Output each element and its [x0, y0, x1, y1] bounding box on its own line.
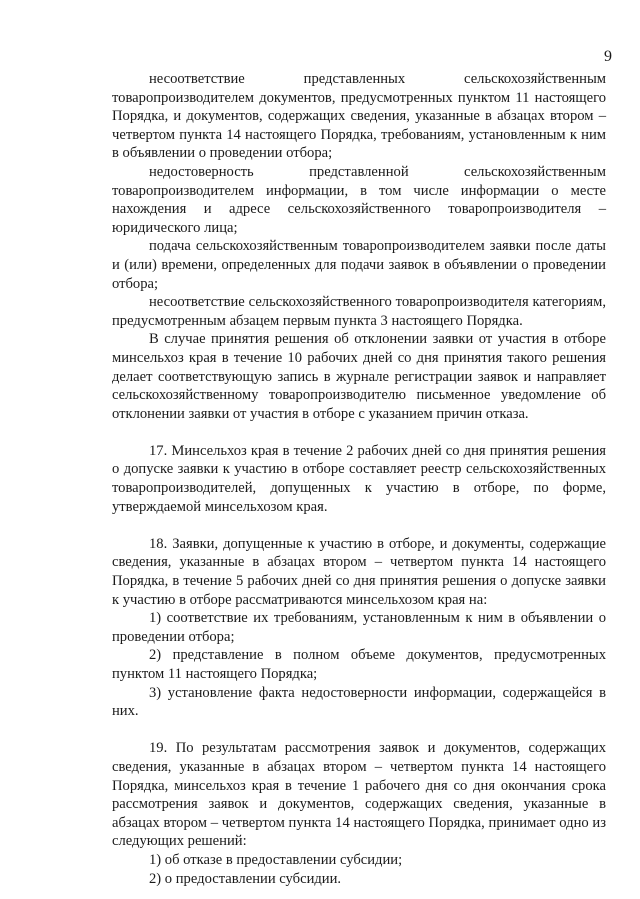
paragraph-clause-19-item-2: 2) о предоставлении субсидии.: [149, 870, 342, 887]
paragraph-clause-19-item-1: 1) об отказе в предоставлении субсидии;: [149, 851, 403, 868]
paragraph-clause-18: 18. Заявки, допущенные к участию в отборе, и документы, содержащие сведения, указанные в абзацах втором – четвертом пункта 14 настоящего Порядка, в течение 5 рабочих дней со дня принятия решения о допуске заявки к участию в отборе рассматриваются минсельхозом края на:: [112, 535, 606, 608]
paragraph-rejection-notice: В случае принятия решения об отклонении заявки от участия в отборе минсельхоз края в течение 10 рабочих дней со дня принятия такого решения делает соответствующую запись в журнале регистрации заявок и направляет сельскохозяйственному товаропроизводителю письменное уведомление об отклонении заявки от участия в отборе с указанием причин отказа.: [112, 331, 606, 422]
paragraph-criterion-late-submission: подача сельскохозяйственным товаропроизводителем заявки после даты и (или) времени, определенных для подачи заявок в объявлении о проведении отбора;: [112, 238, 606, 292]
paragraph-criterion-category-mismatch: несоответствие сельскохозяйственного товаропроизводителя категориям, предусмотренным абзацем первым пункта 3 настоящего Порядка.: [112, 294, 606, 329]
paragraph-criterion-unreliable-info: недостоверность представленной сельскохозяйственным товаропроизводителем информации, в том числе информации о месте нахождения и адресе сельскохозяйственного товаропроизводителя – юридического лица;: [112, 163, 606, 236]
paragraph-clause-19: 19. По результатам рассмотрения заявок и документов, содержащих сведения, указанные в абзацах втором – четвертом пункта 14 настоящего Порядка, минсельхоз края в течение 1 рабочего дня со дня окончания срока рассмотрения заявок и документов, содержащих сведения, указанные в абзацах втором – четвертом пункта 14 настоящего Порядка, принимает одно из следующих решений:: [112, 740, 606, 850]
paragraph-clause-18-item-1: 1) соответствие их требованиям, установленным к ним в объявлении о проведении отбора;: [112, 610, 606, 645]
page-number: 9: [604, 48, 612, 65]
document-body: [112, 70, 606, 888]
paragraph-criterion-documents-mismatch: несоответствие представленных сельскохозяйственным товаропроизводителем документов, предусмотренных пунктом 11 настоящего Порядка, и документов, содержащих сведения, указанные в абзацах втором – четвертом пункта 14 настоящего Порядка, требованиям, установленным к ним в объявлении о проведении отбора;: [112, 71, 606, 162]
paragraph-clause-17: 17. Минсельхоз края в течение 2 рабочих дней со дня принятия решения о допуске заявки к участию в отборе составляет реестр сельскохозяйственных товаропроизводителей, допущенных к участию в отборе, по форме, утверждаемой минсельхозом края.: [112, 442, 606, 515]
paragraph-clause-18-item-3: 3) установление факта недостоверности информации, содержащейся в них.: [112, 684, 606, 720]
paragraph-clause-18-item-2: 2) представление в полном объеме документов, предусмотренных пунктом 11 настоящего Порядка;: [112, 647, 606, 682]
